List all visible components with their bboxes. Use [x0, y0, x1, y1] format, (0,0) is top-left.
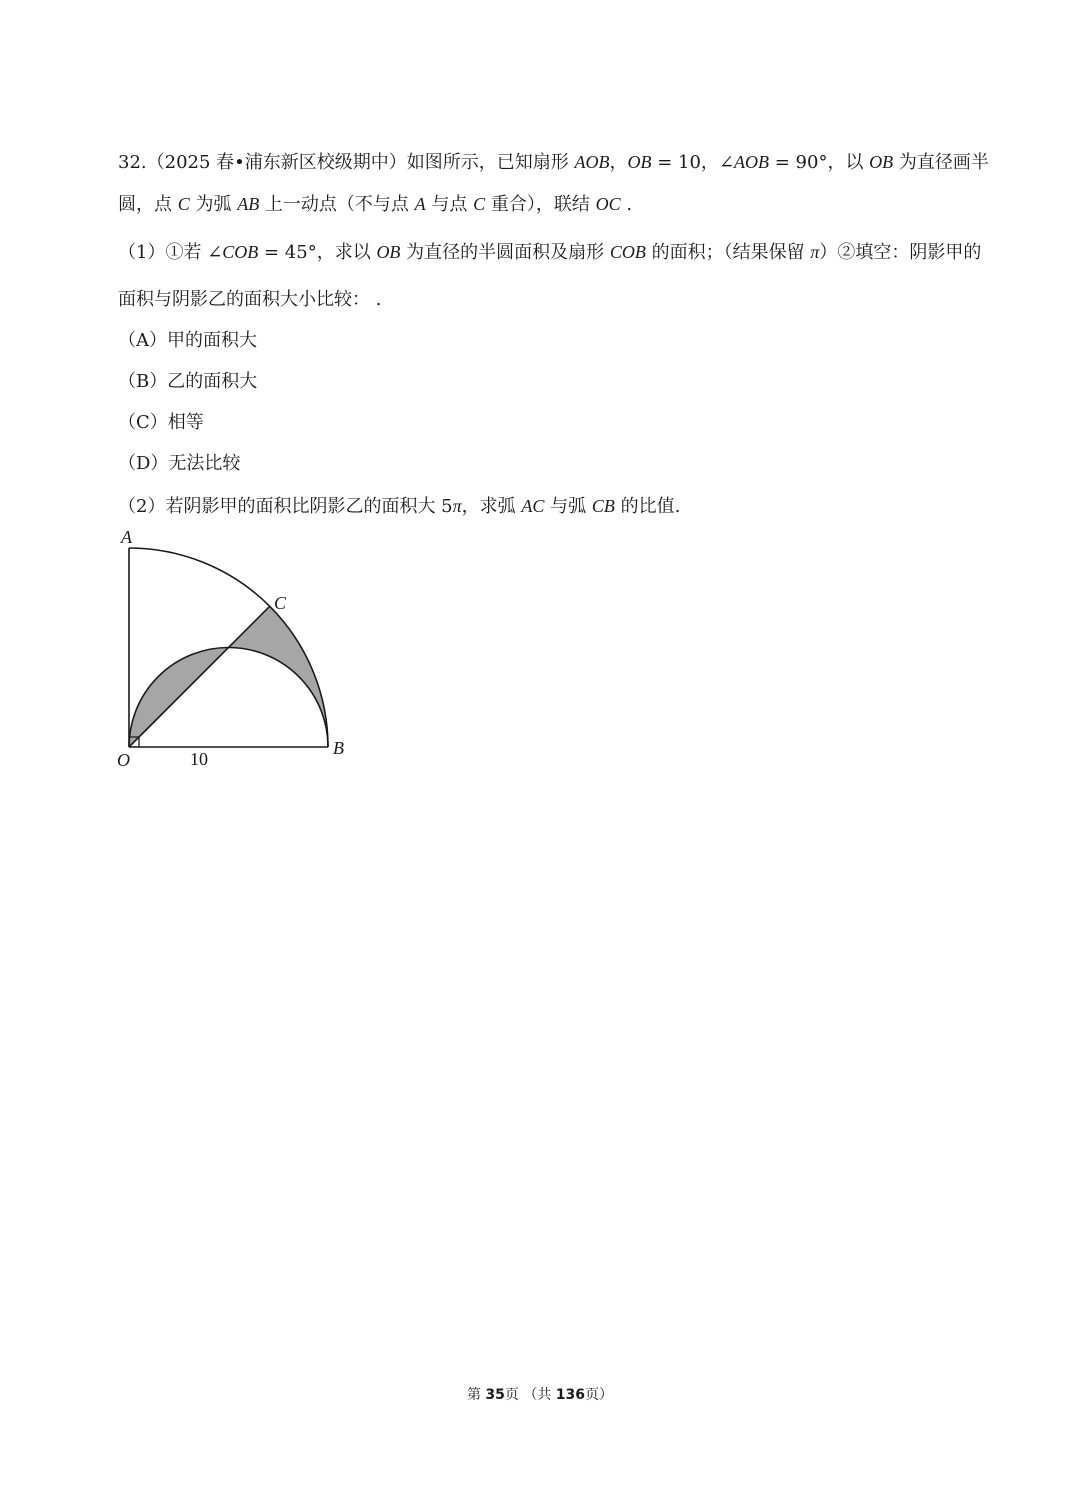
- math-angle-aob: ∠AOB: [718, 152, 770, 172]
- text-fragment: 圆，点: [118, 194, 178, 215]
- math-ob: OB: [869, 152, 894, 172]
- math-oc: OC: [595, 194, 621, 214]
- segment-oc: [129, 606, 270, 747]
- math-angle-cob: ∠COB: [207, 242, 259, 262]
- label-o: O: [117, 750, 130, 770]
- question-header: [118, 150, 989, 175]
- text-fragment: ）②填空：阴影甲的: [819, 242, 982, 263]
- math-a: A: [414, 194, 426, 214]
- text-fragment: 与点: [425, 194, 474, 215]
- part-1-line-2: 面积与阴影乙的面积大小比较： .: [118, 289, 382, 310]
- option-b: [118, 370, 257, 394]
- question-line-2: [118, 192, 632, 217]
- text-fragment: 与弧: [544, 496, 592, 517]
- text-fragment: 为弧: [189, 194, 238, 215]
- footer-text: 页）: [585, 1387, 614, 1403]
- figure-svg: [108, 525, 358, 775]
- math-cob: COB: [609, 242, 646, 262]
- option-text: 甲的面积大: [167, 330, 257, 351]
- question-source: 32.（2025 春•浦东新区校级期中）如图所示，已知扇形: [118, 152, 575, 173]
- shaded-region-yi: [229, 606, 329, 747]
- math-pi: π: [810, 242, 820, 262]
- option-label: （B）: [118, 371, 168, 392]
- text-fragment: 的比值.: [614, 496, 681, 517]
- option-text: 无法比较: [168, 453, 241, 474]
- option-text: 相等: [167, 412, 204, 433]
- total-pages: 136: [555, 1387, 586, 1403]
- label-c: C: [274, 593, 287, 613]
- label-b: B: [333, 738, 344, 758]
- text-fragment: 为直径的半圆面积及扇形: [400, 242, 610, 263]
- text-fragment: = 90°，以: [769, 152, 870, 173]
- math-pi: π: [452, 496, 462, 516]
- page-footer: [0, 1384, 1080, 1404]
- text-fragment: = 45°，求以: [258, 242, 377, 263]
- option-a: [118, 329, 257, 353]
- label-a: A: [121, 527, 132, 547]
- text-fragment: ，: [609, 152, 628, 173]
- text-fragment: 重合），联结: [485, 194, 596, 215]
- text-fragment: .: [620, 194, 633, 215]
- geometry-figure: [108, 525, 358, 775]
- part-2: [118, 494, 680, 519]
- text-fragment: （1）①若: [118, 242, 208, 263]
- footer-text: 第: [466, 1387, 486, 1403]
- option-c: [118, 411, 204, 435]
- text-fragment: 为直径画半: [893, 152, 989, 173]
- text-fragment: （2）若阴影甲的面积比阴影乙的面积大 5: [118, 496, 453, 517]
- footer-text: 页 （共: [504, 1387, 556, 1403]
- math-c: C: [177, 194, 190, 214]
- part-1-line-1: [118, 240, 981, 265]
- math-ab: AB: [237, 194, 260, 214]
- math-ob: OB: [627, 152, 652, 172]
- text-fragment: = 10，: [651, 152, 719, 173]
- math-cb: CB: [591, 496, 615, 516]
- math-ac: AC: [521, 496, 545, 516]
- option-label: （C）: [118, 412, 168, 433]
- math-c: C: [473, 194, 486, 214]
- text-fragment: ，求弧: [461, 496, 522, 517]
- math-aob: AOB: [574, 152, 610, 172]
- option-d: [118, 452, 240, 476]
- math-ob: OB: [376, 242, 401, 262]
- text-fragment: 上一动点（不与点: [259, 194, 415, 215]
- text-fragment: 的面积；（结果保留: [645, 242, 811, 263]
- page-number: 35: [485, 1387, 505, 1403]
- label-length: 10: [190, 749, 208, 769]
- option-label: （D）: [118, 453, 169, 474]
- option-text: 乙的面积大: [167, 371, 258, 392]
- option-label: （A）: [118, 330, 167, 351]
